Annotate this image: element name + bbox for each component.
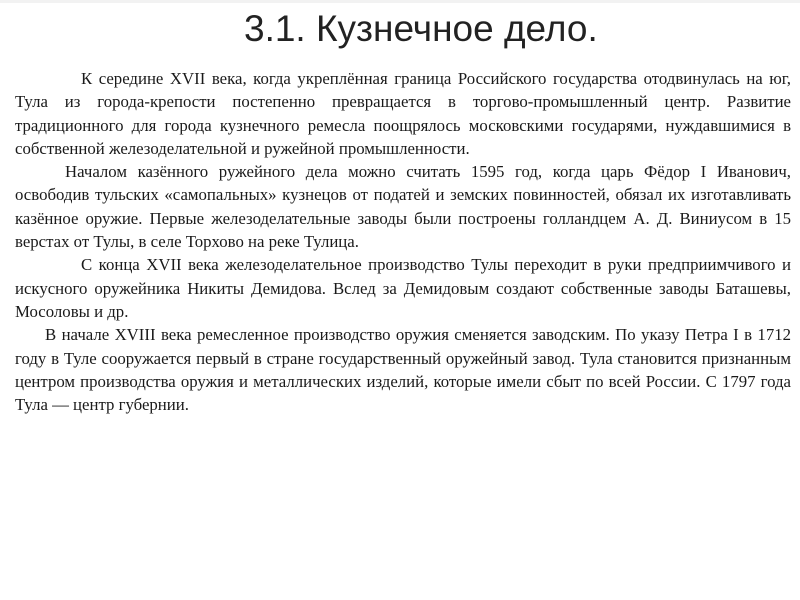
paragraph-3: С конца XVII века железоделательное производство Тулы переходит в руки предприимчивого и искусного оружейника Никиты Демидова. Вслед за Демидовым создают собственные заводы Баташевы, Мосоловы и др.	[15, 255, 791, 321]
paragraph-1: К середине XVII века, когда укреплённая граница Российского государства отодвинулась на юг, Тула из города-крепости постепенно превращается в торгово-промышленный центр. Развитие традиционного для города кузнечного ремесла поощрялось московскими государями, нуждавшимися в собственной железоделательной и ружейной промышленности.	[15, 69, 791, 158]
slide-top-edge	[0, 0, 800, 3]
slide-body	[15, 67, 791, 416]
slide-title: 3.1. Кузнечное дело.	[244, 8, 598, 49]
paragraph-2: Началом казённого ружейного дела можно считать 1595 год, когда царь Фёдор I Иванович, освободив тульских «самопальных» кузнецов от податей и земских повинностей, обязал их изготавливать казённое оружие. Первые железоделательные заводы были построены голландцем А. Д. Виниусом в 15 верстах от Тулы, в селе Торхово на реке Тулица.	[15, 162, 791, 252]
paragraph-4: В начале XVIII века ремесленное производство оружия сменяется заводским. По указу Петра I в 1712 году в Туле сооружается первый в стране государственный оружейный завод. Тула становится признанным центром производства оружия и металлических изделий, которые имели сбыт по всей России. С 1797 года Тула — центр губернии.	[15, 325, 791, 415]
